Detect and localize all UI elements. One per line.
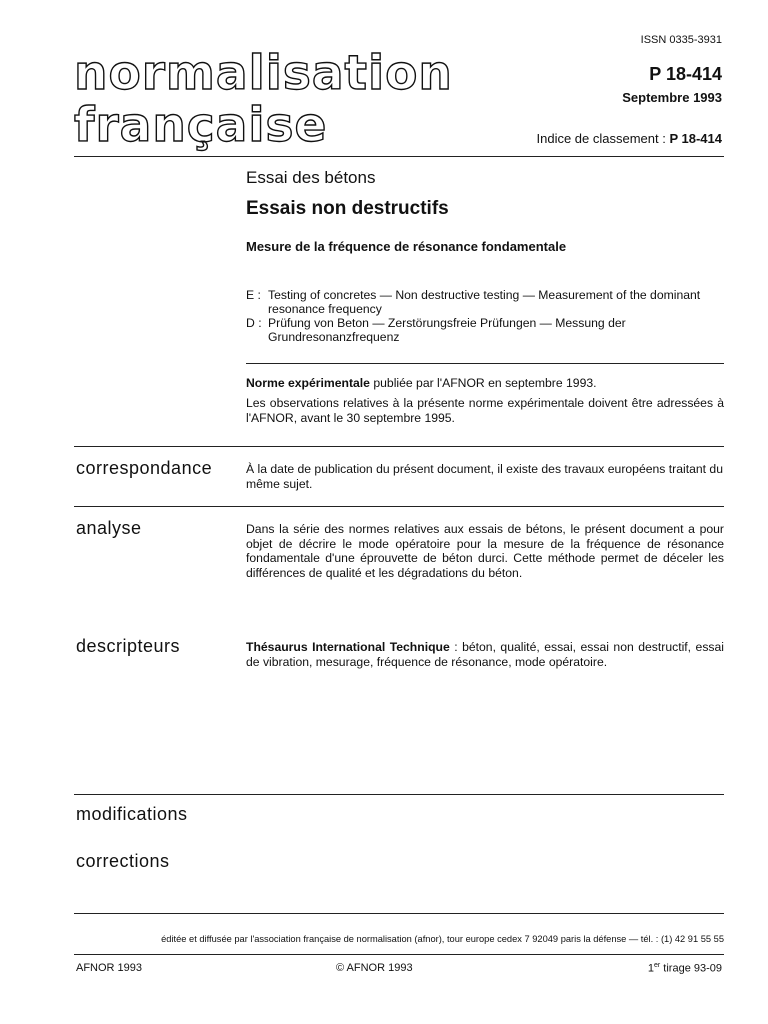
subject-title: Essai des bétons (246, 168, 376, 187)
correspondance-label: correspondance (76, 458, 213, 478)
document-date: Septembre 1993 (622, 90, 722, 105)
descripteurs-thesaurus: Thésaurus International Technique (246, 640, 450, 654)
printing-suffix: er (654, 962, 661, 969)
classification-value: P 18-414 (669, 131, 722, 146)
analyse-label: analyse (76, 518, 142, 538)
status-divider (246, 363, 724, 364)
footer-divider (74, 913, 724, 914)
modifications-label: modifications (76, 804, 188, 824)
publisher-line: éditée et diffusée par l'association française de normalisation (afnor), tour europe cedex 7 92049 paris la défense — tél. : (1) 42 91 55 55 (161, 934, 724, 944)
translation-german (246, 316, 724, 344)
translation-lang: E : (246, 288, 261, 302)
footer-printing (648, 962, 722, 975)
footer-left: AFNOR 1993 (76, 962, 143, 974)
printing-text: tirage 93-09 (660, 962, 722, 975)
translation-lang: D : (246, 316, 262, 330)
norme-status-text: publiée par l'AFNOR en septembre 1993. (369, 376, 597, 390)
issn-number: ISSN 0335-3931 (640, 34, 722, 46)
translation-english (246, 288, 724, 316)
section-divider (74, 446, 724, 447)
descripteurs-text (246, 640, 724, 669)
descripteurs-keywords: : béton, qualité, essai, essai non destructif, essai de vibration, mesurage, fréquence de résonance, mode opératoire. (246, 640, 724, 669)
classification-index (537, 131, 723, 146)
section-divider (74, 794, 724, 795)
sub-title: Mesure de la fréquence de résonance fondamentale (246, 239, 567, 254)
section-divider (74, 506, 724, 507)
corrections-label: corrections (76, 851, 170, 871)
translation-text: Prüfung von Beton — Zerstörungsfreie Prüfungen — Messung der Grundresonanzfrequenz (268, 316, 626, 344)
analyse-text: Dans la série des normes relatives aux essais de bétons, le présent document a pour objet de décrire le mode opératoire pour la mesure de la fréquence de résonance fondamentale d'une éprouvette de béton durci. Cette méthode permet de déceler les différences de qualité et les dégradations du béton. (246, 522, 724, 580)
footer-copyright: © AFNOR 1993 (336, 962, 413, 974)
brand-title-line1: normalisation (74, 46, 453, 101)
document-number: P 18-414 (649, 64, 722, 84)
header-divider (74, 156, 724, 157)
classification-label: Indice de classement : (536, 131, 670, 146)
footer-divider (74, 954, 724, 955)
descripteurs-label: descripteurs (76, 636, 181, 656)
norme-status-bold: Norme expérimentale (246, 376, 370, 390)
printing-number: 1 (647, 962, 654, 975)
correspondance-text: À la date de publication du présent document, il existe des travaux européens traitant du même sujet. (246, 462, 723, 491)
norme-status (246, 376, 724, 391)
observations-text: Les observations relatives à la présente norme expérimentale doivent être adressées à l'AFNOR, avant le 30 septembre 1995. (246, 396, 724, 425)
main-title: Essais non destructifs (246, 198, 449, 219)
brand-title-line2: française (74, 98, 328, 153)
translation-text: Testing of concretes — Non destructive testing — Measurement of the dominant resonance frequency (268, 288, 701, 316)
